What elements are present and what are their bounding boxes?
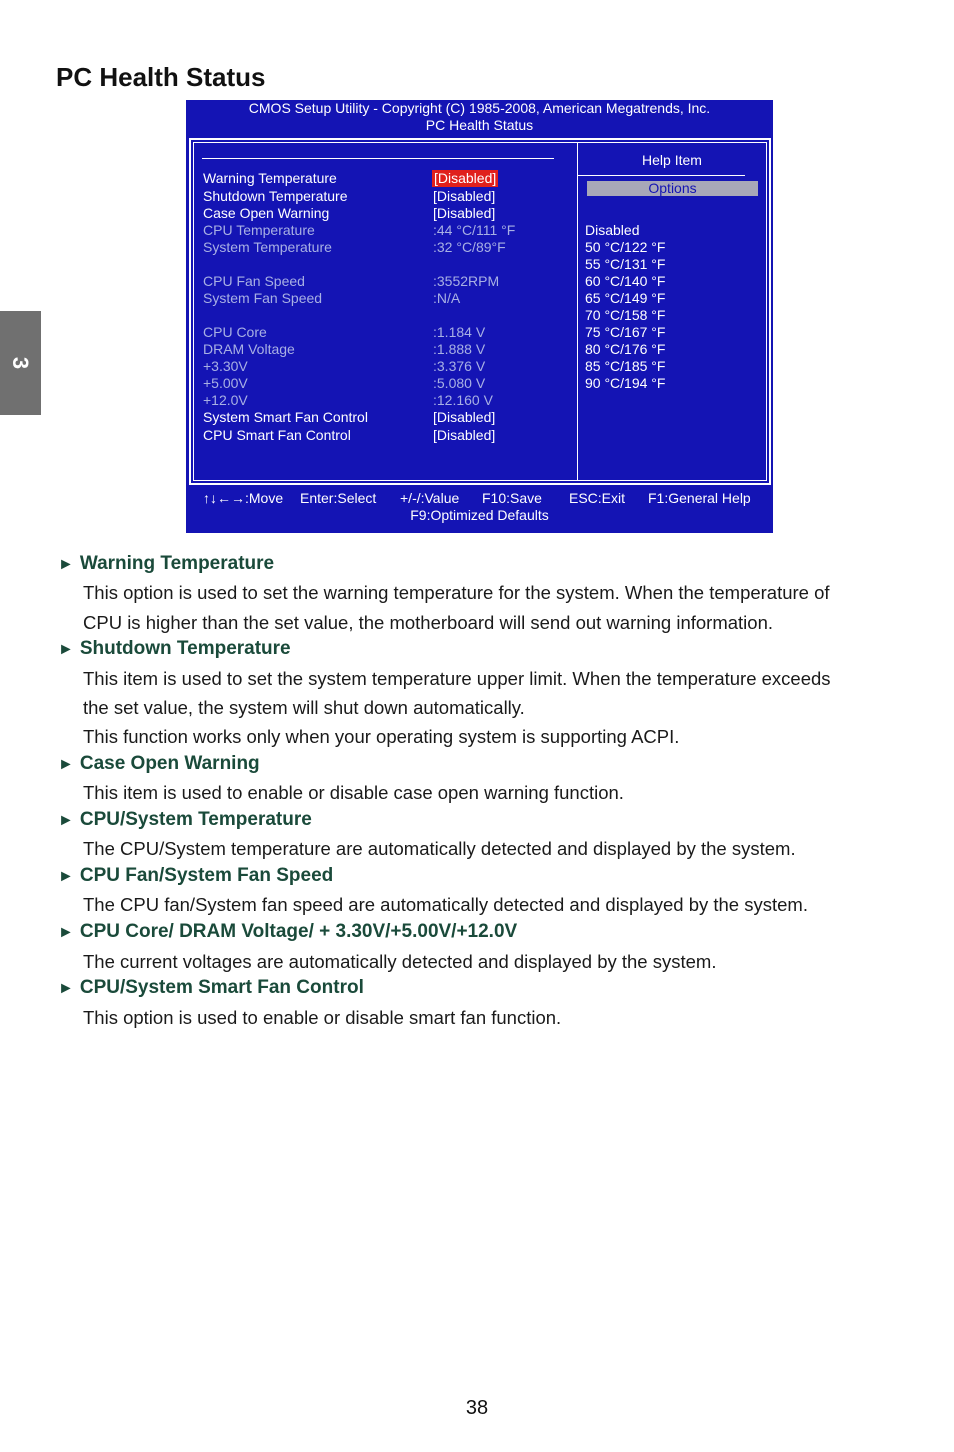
section-paragraph: This function works only when your operating system is supporting ACPI.	[83, 726, 680, 747]
reading-label: +5.00V	[203, 375, 248, 391]
bios-screen	[186, 100, 773, 533]
option-item: 50 °C/122 °F	[585, 239, 666, 255]
key-hint-select: Enter:Select	[300, 490, 377, 506]
key-hint-value: +/-/:Value	[400, 490, 460, 506]
section-paragraph: The CPU fan/System fan speed are automatically detected and displayed by the system.	[83, 894, 808, 915]
section-paragraph: the set value, the system will shut down automatically.	[83, 697, 525, 718]
section-heading-cpu-system-temperature	[58, 809, 312, 831]
setting-label: Warning Temperature	[203, 170, 337, 186]
option-item: 65 °C/149 °F	[585, 290, 666, 306]
setting-value-selected[interactable]: [Disabled]	[434, 170, 497, 186]
setting-label: System Smart Fan Control	[203, 409, 368, 425]
reading-label: DRAM Voltage	[203, 341, 295, 357]
chapter-number: 3	[8, 356, 34, 370]
page-number: 38	[465, 1397, 489, 1419]
chapter-tab	[0, 311, 41, 415]
reading-label: CPU Core	[203, 324, 267, 340]
bullet-arrow-icon: ►	[58, 556, 74, 573]
setting-value[interactable]: [Disabled]	[433, 427, 496, 443]
bullet-arrow-icon: ►	[58, 980, 74, 997]
section-heading-case-open-warning	[58, 753, 260, 775]
key-hint-defaults: F9:Optimized Defaults	[410, 507, 549, 523]
reading-label: +12.0V	[203, 392, 248, 408]
reading-value: :12.160 V	[433, 392, 493, 408]
option-item: 90 °C/194 °F	[585, 375, 666, 391]
option-item: 85 °C/185 °F	[585, 358, 666, 374]
section-paragraph: This item is used to set the system temperature upper limit. When the temperature exceeds	[83, 668, 831, 689]
section-heading-shutdown-temperature	[58, 638, 291, 660]
section-paragraph: The current voltages are automatically detected and displayed by the system.	[83, 951, 717, 972]
bios-panel	[193, 142, 767, 481]
setting-label: CPU Smart Fan Control	[203, 427, 351, 443]
bullet-arrow-icon: ►	[58, 641, 74, 658]
reading-label: +3.30V	[203, 358, 248, 374]
reading-value: :44 °C/111 °F	[433, 222, 516, 238]
section-title: CPU Core/ DRAM Voltage/ + 3.30V/+5.00V/+12.0V	[79, 921, 518, 942]
page-title: PC Health Status	[56, 62, 266, 92]
section-title: CPU/System Smart Fan Control	[79, 977, 364, 998]
bios-copyright: CMOS Setup Utility - Copyright (C) 1985-2008, American Megatrends, Inc.	[248, 100, 711, 116]
key-hint-move: ↑↓←→:Move	[203, 490, 284, 506]
reading-value: :1.184 V	[433, 324, 486, 340]
option-item: 55 °C/131 °F	[585, 256, 666, 272]
key-hint-save: F10:Save	[482, 490, 542, 506]
section-paragraph: This item is used to enable or disable case open warning function.	[83, 782, 624, 803]
setting-label: Shutdown Temperature	[203, 188, 348, 204]
reading-value: :5.080 V	[433, 375, 486, 391]
key-hint-exit: ESC:Exit	[569, 490, 626, 506]
reading-value: :N/A	[433, 290, 461, 306]
reading-label: CPU Temperature	[203, 222, 315, 238]
reading-value: :1.888 V	[433, 341, 486, 357]
setting-label: Case Open Warning	[203, 205, 330, 221]
section-paragraph: The CPU/System temperature are automatically detected and displayed by the system.	[83, 838, 796, 859]
key-hint-help: F1:General Help	[648, 490, 751, 506]
section-heading-voltages	[58, 921, 517, 943]
bullet-arrow-icon: ►	[58, 812, 74, 829]
section-paragraph: This option is used to enable or disable smart fan function.	[83, 1007, 562, 1028]
reading-value: :3552RPM	[433, 273, 500, 289]
section-title: Shutdown Temperature	[79, 638, 291, 659]
option-item: 75 °C/167 °F	[585, 324, 666, 340]
reading-label: System Fan Speed	[203, 290, 323, 306]
section-title: CPU Fan/System Fan Speed	[79, 865, 334, 886]
help-title-underline	[578, 175, 745, 176]
bullet-arrow-icon: ►	[58, 924, 74, 941]
setting-value[interactable]: [Disabled]	[433, 409, 496, 425]
section-heading-smart-fan-control	[58, 977, 364, 999]
section-heading-fan-speed	[58, 865, 333, 887]
bios-frame	[189, 138, 771, 485]
bios-header	[186, 100, 773, 134]
option-item: 70 °C/158 °F	[585, 307, 666, 323]
bios-screen-title: PC Health Status	[425, 117, 534, 133]
section-title: Warning Temperature	[79, 553, 275, 574]
setting-value[interactable]: [Disabled]	[433, 188, 496, 204]
setting-value[interactable]: [Disabled]	[433, 205, 496, 221]
reading-value: :3.376 V	[433, 358, 486, 374]
bullet-arrow-icon: ►	[58, 868, 74, 885]
options-header: Options	[587, 181, 758, 196]
section-paragraph: CPU is higher than the set value, the motherboard will send out warning information.	[83, 612, 774, 633]
section-title: Case Open Warning	[79, 753, 260, 774]
help-panel-title: Help Item	[642, 152, 702, 168]
option-item: 80 °C/176 °F	[585, 341, 666, 357]
section-title: CPU/System Temperature	[79, 809, 312, 830]
section-heading-warning-temperature	[58, 553, 274, 575]
reading-label: CPU Fan Speed	[203, 273, 305, 289]
help-panel-divider	[577, 143, 578, 480]
reading-label: System Temperature	[203, 239, 332, 255]
section-paragraph: This option is used to set the warning temperature for the system. When the temperature of	[83, 582, 830, 603]
option-item: 60 °C/140 °F	[585, 273, 666, 289]
option-item: Disabled	[585, 222, 640, 238]
settings-divider	[202, 158, 554, 159]
bullet-arrow-icon: ►	[58, 756, 74, 773]
reading-value: :32 °C/89°F	[433, 239, 506, 255]
